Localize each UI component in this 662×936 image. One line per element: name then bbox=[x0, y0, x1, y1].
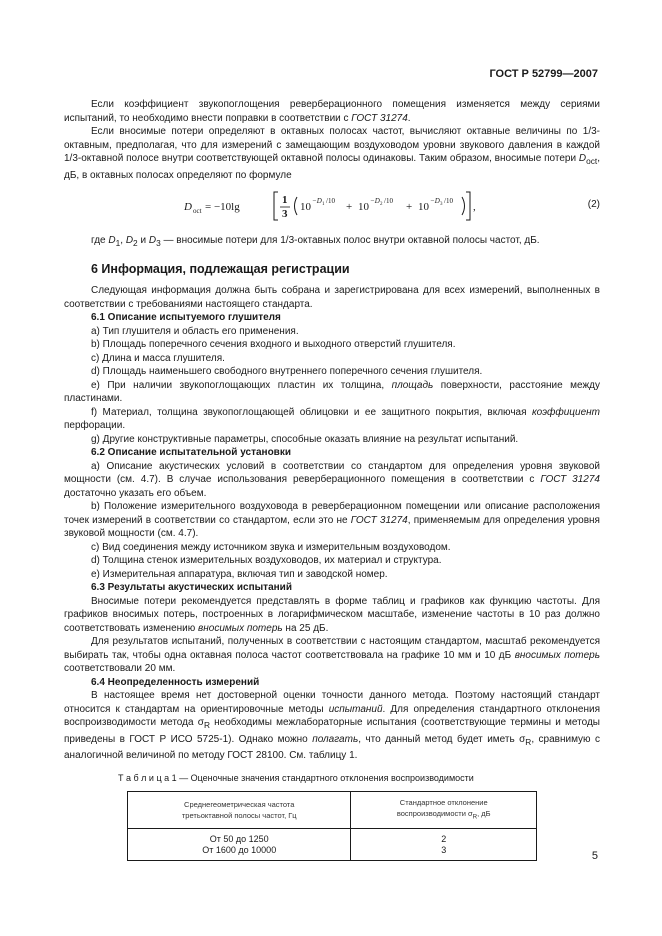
term1-exp: −D bbox=[312, 197, 322, 205]
term3-base: 10 bbox=[418, 201, 429, 213]
table-1-caption: Т а б л и ц а 1 — Оценочные значения стандартного отклонения воспроизводимости bbox=[118, 772, 474, 783]
subsection-6-3-title: 6.3 Результаты акустических испытаний bbox=[91, 582, 292, 593]
formula-comma: , bbox=[473, 201, 476, 213]
text: Вносимые потери рекомендуется представлять в форме таблиц и графиков как функцию частоты. Для графиков вносимых потерь, построенных в логарифмическом масштабе, изменение частоты в 10 раз должно соответствовать изменению bbox=[64, 595, 600, 634]
term3-tail: /10 bbox=[444, 197, 453, 205]
text: , сравнимую с аналогичной величиной по методу ГОСТ 28100. См. таблицу 1. bbox=[64, 733, 601, 761]
paragraph-octave-bands bbox=[64, 125, 600, 182]
text: на 25 дБ. bbox=[282, 622, 329, 634]
document-code: ГОСТ Р 52799—2007 bbox=[489, 68, 598, 80]
table-1 bbox=[127, 791, 537, 861]
subscript: R bbox=[203, 720, 210, 730]
table-row bbox=[128, 828, 537, 845]
subsection-6-4-title: 6.4 Неопределенность измерений bbox=[91, 676, 260, 688]
italic-text: вносимых потерь bbox=[514, 649, 600, 661]
item-6-1-c: c) Длина и масса глушителя. bbox=[91, 352, 225, 364]
text: , bbox=[120, 235, 126, 246]
text: достаточно указать его объем. bbox=[64, 487, 207, 499]
text: а) Описание акустических условий в соответствии со стандартом для определения уровня звуковой мощности (см. 4.7). В случае использования реверберационного помещения в соответствии с bbox=[64, 460, 600, 485]
page-number: 5 bbox=[591, 850, 598, 862]
text: воспроизводимости σ bbox=[396, 809, 473, 818]
text: Стандартное отклонение bbox=[399, 798, 488, 807]
item-6-2-e: е) Измерительная аппаратура, включая тип и заводской номер. bbox=[91, 568, 388, 580]
left-bracket bbox=[274, 192, 278, 220]
symbol-d: D bbox=[125, 235, 134, 246]
subscript: R bbox=[525, 736, 532, 747]
item-6-1-a: a) Тип глушителя и область его применения. bbox=[91, 325, 299, 337]
term2-sub: 2 bbox=[380, 202, 383, 207]
text: . bbox=[407, 112, 411, 124]
cell-deviation: 3 bbox=[351, 845, 537, 861]
text: Для результатов испытаний, полученных в соответствии с настоящим стандартом, масштаб рекомендуется выбирать так, чтобы одна октавная полоса частот соответствовала на графике 10 мм и 10 дБ bbox=[64, 636, 600, 661]
term2-tail: /10 bbox=[384, 197, 393, 205]
standard-reference: ГОСТ 31274 bbox=[351, 112, 408, 124]
term1-base: 10 bbox=[300, 201, 311, 213]
plus-1: + bbox=[346, 201, 353, 213]
item-6-1-b: b) Площадь поперечного сечения входного и выходного отверстий глушителя. bbox=[91, 339, 456, 350]
term1-sub: 1 bbox=[322, 202, 325, 207]
paragraph-6-3-2 bbox=[64, 635, 600, 676]
text: необходимы межлабораторные испытания (соответствующие термины и методы приведены в ГОСТ Р ИСО 5725-1). Однако можно bbox=[64, 717, 600, 745]
term1-tail: /10 bbox=[326, 197, 335, 205]
subsection-6-1-title: 6.1 Описание испытуемого глушителя bbox=[91, 312, 281, 323]
subsection-6-2-title: 6.2 Описание испытательной установки bbox=[91, 447, 291, 458]
text: , что данный метод будет иметь bbox=[358, 733, 520, 745]
section-6-title: 6 Информация, подлежащая регистрации bbox=[91, 261, 350, 276]
symbol-d: D bbox=[578, 153, 587, 164]
item-6-2-d: d) Толщина стенок измерительных воздуховодов, их материал и структура. bbox=[91, 555, 442, 566]
paragraph-absorption-correction bbox=[64, 98, 600, 125]
subscript: oct bbox=[586, 156, 598, 166]
subscript: 3 bbox=[156, 238, 161, 248]
italic-text: полагать bbox=[312, 733, 359, 745]
formula-d-sub: oct bbox=[193, 207, 202, 215]
item-6-1-f bbox=[64, 406, 600, 433]
fraction-numerator: 1 bbox=[282, 194, 288, 206]
subscript: 1 bbox=[115, 238, 121, 248]
table-row bbox=[128, 845, 537, 861]
text: и bbox=[137, 235, 149, 246]
sigma-symbol: σ bbox=[197, 717, 204, 728]
text: соответствовали 20 мм. bbox=[64, 663, 176, 674]
text: поверхности, расстояние между пластинами. bbox=[64, 379, 600, 404]
text: b) Положение измерительного воздуховода в реверберационном помещении или описание расположения точек измерений в соответствии со стандартом, если это не bbox=[64, 501, 600, 526]
item-6-2-a bbox=[64, 460, 600, 501]
text: — вносимые потери для 1/3-октавных полос внутри октавной полосы частот, дБ. bbox=[160, 235, 540, 246]
symbol-d: D bbox=[108, 235, 116, 246]
text: . Для определения стандартного отклонения воспроизводимости метода bbox=[64, 703, 600, 728]
text: Если коэффициент звукопоглощения реверберационного помещения изменяется между сериями испытаний, то необходимо внести поправки в соответствии с bbox=[64, 99, 600, 124]
term2-base: 10 bbox=[358, 201, 369, 213]
table-header-row bbox=[128, 792, 537, 829]
right-paren bbox=[462, 197, 465, 215]
item-6-1-d: d) Площадь наименьшего свободного внутреннего поперечного сечения глушителя. bbox=[91, 366, 483, 377]
right-bracket bbox=[466, 192, 470, 220]
item-6-1-e bbox=[64, 379, 600, 406]
formula-eq: = −10lg bbox=[205, 201, 240, 213]
section-6-intro: Следующая информация должна быть собрана и зарегистрирована для всех измерений, выполненных в соответствии с требованиями настоящего стандарта. bbox=[64, 285, 600, 310]
symbol-d: D bbox=[148, 235, 157, 246]
fraction-denominator: 3 bbox=[282, 208, 288, 220]
formula-d: D bbox=[184, 201, 192, 213]
column-header-deviation bbox=[351, 792, 537, 829]
text: f) Материал, толщина звукопоглощающей облицовки и ее защитного покрытия, включая bbox=[91, 406, 532, 418]
text: где bbox=[91, 235, 109, 246]
text: е) При наличии звукопоглощающих пластин их толщина, bbox=[91, 379, 392, 391]
cell-frequency: От 50 до 1250 bbox=[128, 828, 351, 845]
left-paren bbox=[295, 197, 298, 215]
text: Среднегеометрическая частота bbox=[184, 799, 295, 809]
term2-exp: −D bbox=[370, 197, 380, 205]
cell-frequency: От 1600 до 10000 bbox=[128, 845, 351, 861]
italic-text: коэффициент bbox=[531, 406, 600, 418]
term3-exp: −D bbox=[430, 197, 440, 205]
formula-2 bbox=[64, 186, 600, 226]
text: третьоктавной полосы частот, Гц bbox=[181, 810, 297, 820]
paragraph-6-3-1 bbox=[64, 595, 600, 636]
text: В настоящее время нет достоверной оценки точности данного метода. Поэтому настоящий стандарт относится к стандартам на ориентировочные методы bbox=[64, 690, 600, 715]
subscript: R bbox=[472, 813, 478, 821]
text: , дБ bbox=[477, 809, 491, 818]
formula-graphic bbox=[64, 186, 554, 226]
plus-2: + bbox=[406, 201, 413, 213]
page-content bbox=[64, 98, 600, 861]
item-6-2-b bbox=[64, 500, 600, 541]
cell-deviation: 2 bbox=[351, 828, 537, 845]
term3-sub: 3 bbox=[440, 202, 443, 207]
text: , применяемым для определения уровня звуковой мощности (см. 4.7). bbox=[64, 514, 600, 539]
sigma-symbol: σ bbox=[519, 733, 526, 745]
subscript: 2 bbox=[133, 238, 138, 248]
text: перфорации. bbox=[64, 420, 126, 431]
paragraph-6-4-1 bbox=[64, 689, 600, 763]
standard-reference: ГОСТ 31274 bbox=[540, 474, 600, 485]
item-6-1-g: g) Другие конструктивные параметры, способные оказать влияние на результат испытаний. bbox=[91, 433, 519, 445]
text: Если вносимые потери определяют в октавных полосах частот, вычисляют октавные величины по 1/3-октавным, предполагая, что для измерений с замещающим воздуховодом уровни звукового давления в каждой 1/3-октавной полосе внутри соответствующей октавной полосы одинаковы. Таким образом, вносимые потери bbox=[64, 126, 600, 164]
column-header-frequency bbox=[128, 792, 351, 829]
standard-reference: ГОСТ 31274 bbox=[350, 514, 408, 526]
item-6-2-c: с) Вид соединения между источником звука и измерительным воздуховодом. bbox=[91, 541, 451, 553]
italic-text: площадь bbox=[391, 379, 434, 391]
italic-text: вносимых потерь bbox=[198, 622, 283, 634]
italic-text: испытаний bbox=[328, 703, 383, 715]
formula-number: (2) bbox=[587, 199, 600, 210]
formula-legend bbox=[64, 234, 600, 251]
text: , дБ, в октавных полосах определяют по формуле bbox=[64, 153, 600, 181]
